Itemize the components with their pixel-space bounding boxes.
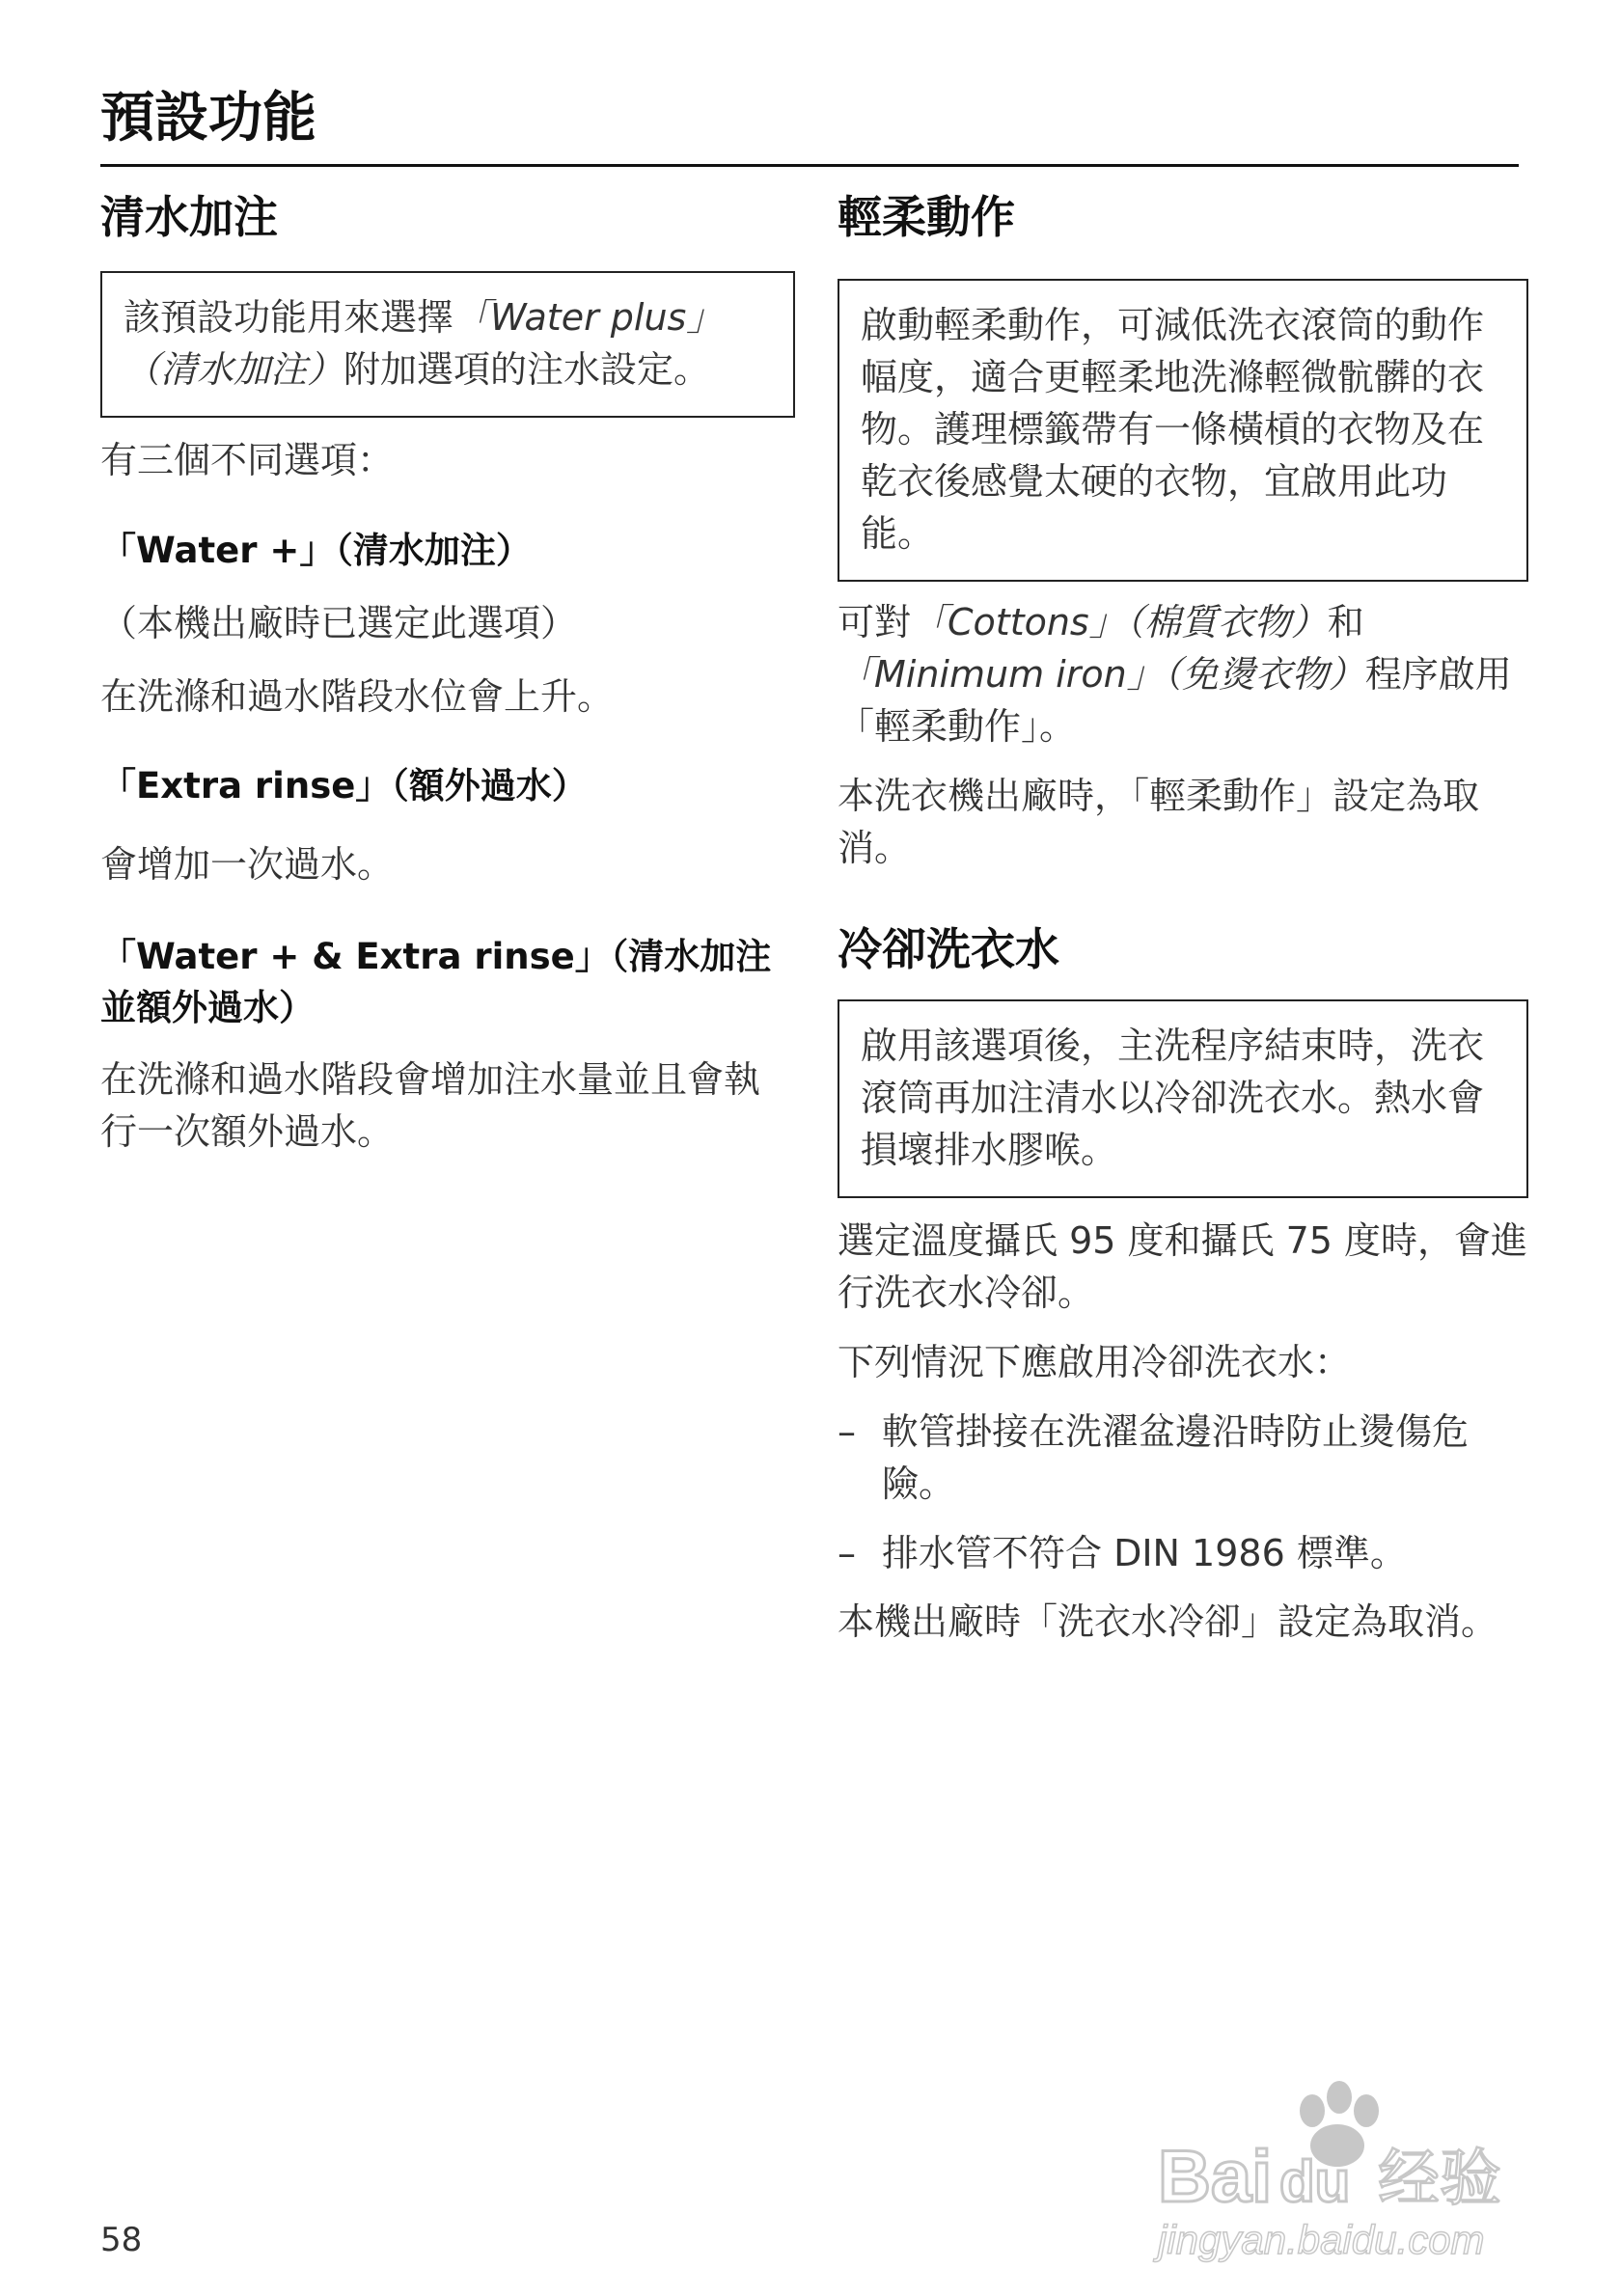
watermark-brand: Bai	[1158, 2136, 1273, 2218]
watermark-url: jingyan.baidu.com	[1158, 2217, 1485, 2262]
right-column	[838, 189, 1528, 1649]
gentle-text-cottons: 「Cottons」（棉質衣物）	[911, 600, 1328, 643]
option-desc-water-plus-extra-rinse: 在洗滌和過水階段會增加注水量並且會執行一次額外過水。	[100, 1058, 761, 1153]
cool-conditions-intro: 下列情況下應啟用冷卻洗衣水：	[838, 1340, 1352, 1383]
cool-factory-text: 本機出廠時「洗衣水冷卻」設定為取消。	[838, 1600, 1498, 1644]
option-desc-water-plus: 在洗滌和過水階段水位會上升。	[100, 674, 615, 718]
dash-bullet: –	[838, 1409, 856, 1453]
section-heading-cool-down: 冷卻洗衣水	[838, 922, 1059, 975]
watermark-cn: 经验	[1378, 2144, 1501, 2215]
option-heading-extra-rinse: 「Extra rinse」（額外過水）	[100, 765, 588, 807]
note-box-gentle-action: 啟動輕柔動作，可減低洗衣滾筒的動作幅度，適合更輕柔地洗滌輕微骯髒的衣物。護理標籤帶有一條橫槓的衣物及在乾衣後感覺太硬的衣物，宜啟用此功能。	[838, 279, 1528, 582]
section-heading-water-plus: 清水加注	[100, 191, 278, 243]
option-heading-water-plus: 「Water +」（清水加注）	[100, 530, 532, 572]
option-note-factory: （本機出廠時已選定此選項）	[100, 601, 578, 644]
option-heading-water-plus-extra-rinse: 「Water + & Extra rinse」（清水加注並額外過水）	[100, 935, 772, 1028]
section-heading-gentle-action: 輕柔動作	[838, 191, 1015, 243]
list-item-text: 排水管不符合 DIN 1986 標準。	[882, 1531, 1407, 1574]
note-box-cool-down: 啟用該選項後，主洗程序結束時，洗衣滾筒再加注清水以冷卻洗衣水。熱水會損壞排水膠喉。	[838, 999, 1528, 1198]
dash-bullet: –	[838, 1531, 856, 1574]
gentle-text-minimum-iron: 「Minimum iron」（免燙衣物）	[838, 652, 1365, 696]
gentle-programs-text	[838, 597, 1528, 753]
box-text-italic: 「Water plus」（清水加注）	[124, 296, 724, 392]
page-number: 58	[100, 2221, 143, 2259]
page-title: 預設功能	[100, 87, 316, 150]
intro-text: 有三個不同選項：	[100, 439, 395, 482]
cool-temperature-text: 選定溫度攝氏 95 度和攝氏 75 度時，會進行洗衣水冷卻。	[838, 1218, 1528, 1314]
box-text-post: 附加選項的注水設定。	[343, 348, 711, 392]
gentle-text-pre: 可對	[838, 600, 912, 643]
gentle-factory-text: 本洗衣機出廠時，「輕柔動作」設定為取消。	[838, 774, 1480, 869]
box-text-pre: 該預設功能用來選擇	[124, 296, 454, 340]
title-rule	[100, 164, 1519, 167]
gentle-text-post: 程序啟用「輕柔動作」。	[838, 652, 1512, 748]
list-item	[838, 1528, 1528, 1580]
list-item-text: 軟管掛接在洗濯盆邊沿時防止燙傷危險。	[882, 1409, 1470, 1505]
note-box-water-plus	[100, 271, 795, 418]
list-item	[838, 1407, 1528, 1511]
left-column	[100, 189, 795, 1159]
watermark-brand-du: du	[1279, 2149, 1351, 2214]
baidu-watermark-logo	[1148, 2074, 1553, 2267]
gentle-text-mid: 和	[1327, 600, 1364, 643]
option-desc-extra-rinse: 會增加一次過水。	[100, 843, 395, 887]
